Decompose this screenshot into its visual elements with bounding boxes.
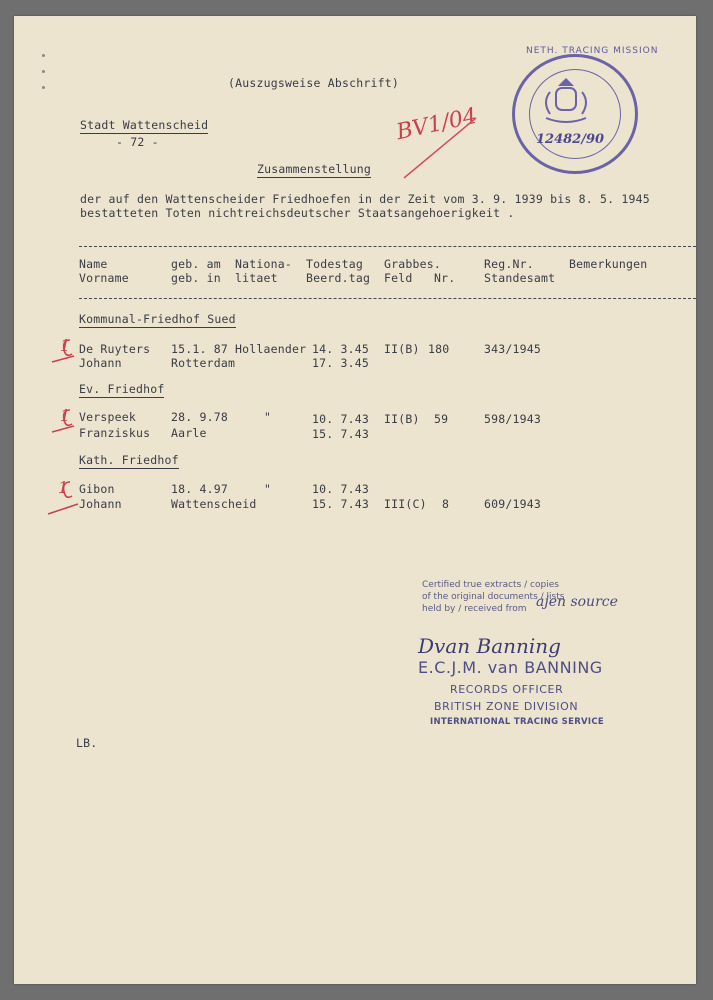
subtitle-line-2: bestatteten Toten nichtreichsdeutscher Staatsangehoerigkeit . [80, 206, 515, 220]
stamp-ring-text: NETH. TRACING MISSION [526, 46, 659, 56]
col-todestag: Todestag [306, 257, 363, 271]
red-check-icon [48, 406, 82, 436]
cell-geb-in: Rotterdam [171, 356, 236, 370]
cell-vorname: Johann [79, 497, 122, 511]
cell-regnr: 343/1945 [484, 342, 541, 356]
cell-name: De Ruyters [79, 342, 151, 356]
cell-name: Gibon [79, 482, 115, 496]
punch-mark [42, 86, 45, 89]
footer-initials: LB. [76, 736, 98, 750]
cert-line-1: Certified true extracts / copies [422, 580, 559, 590]
cell-feld: III(C) [384, 497, 427, 511]
officer-division: BRITISH ZONE DIVISION [434, 700, 579, 713]
cell-todestag: 10. 7.43 [312, 412, 369, 426]
punch-mark [42, 70, 45, 73]
cell-geb-am: 18. 4.97 [171, 482, 228, 496]
cell-beerdtag: 15. 7.43 [312, 427, 369, 441]
cell-regnr: 598/1943 [484, 412, 541, 426]
row-mark: 1 [60, 336, 71, 355]
cell-nr: 180 [428, 342, 450, 356]
col-bemerkungen: Bemerkungen [569, 257, 648, 271]
punch-mark [42, 54, 45, 57]
cell-name: Verspeek [79, 410, 136, 424]
cert-line-3: held by / received from [422, 604, 527, 614]
col-feld: Feld [384, 271, 413, 285]
officer-name: E.C.J.M. van BANNING [418, 658, 603, 677]
col-grabbes: Grabbes. [384, 257, 441, 271]
cell-nr: 59 [434, 412, 449, 426]
cell-geb-am: 15.1. 87 [171, 342, 228, 356]
cell-geb-in: Wattenscheid [171, 497, 257, 511]
cell-vorname: Johann [79, 356, 122, 370]
col-geb-am: geb. am [171, 257, 221, 271]
stamp-number: 12482/90 [536, 132, 605, 147]
handwritten-mark: BV1/04 [394, 103, 480, 146]
section-title: Kath. Friedhof [79, 453, 179, 467]
col-regnr: Reg.Nr. [484, 257, 534, 271]
handwritten-source: ajen source [536, 594, 618, 610]
table-top-rule [79, 246, 696, 247]
table-header-rule [79, 298, 696, 299]
city-name: Stadt Wattenscheid [80, 118, 209, 132]
col-vorname: Vorname [79, 271, 129, 285]
cell-vorname: Franziskus [79, 426, 151, 440]
cell-nationalitaet: " [264, 410, 272, 424]
col-standesamt: Standesamt [484, 271, 556, 285]
cell-feld: II(B) [384, 342, 420, 356]
cell-geb-in: Aarle [171, 426, 207, 440]
cell-beerdtag: 15. 7.43 [312, 497, 369, 511]
col-geb-in: geb. in [171, 271, 221, 285]
cell-nr: 8 [442, 497, 450, 511]
cert-line-2: of the original documents / lists [422, 592, 565, 602]
col-nr: Nr. [434, 271, 456, 285]
col-beerdtag: Beerd.tag [306, 271, 371, 285]
cell-todestag: 14. 3.45 [312, 342, 369, 356]
col-name: Name [79, 257, 108, 271]
page-number: - 72 - [116, 135, 159, 149]
cell-nationalitaet: Hollaender [235, 342, 307, 356]
cell-todestag: 10. 7.43 [312, 482, 369, 496]
section-title: Ev. Friedhof [79, 382, 165, 396]
row-mark: 1 [60, 406, 71, 425]
cell-feld: II(B) [384, 412, 420, 426]
officer-role: RECORDS OFFICER [450, 683, 564, 696]
red-check-icon [44, 478, 84, 518]
section-title: Kommunal-Friedhof Sued [79, 312, 236, 326]
red-check-icon [48, 336, 82, 366]
cell-geb-am: 28. 9.78 [171, 410, 228, 424]
col-nationalitaet: Nationa- [235, 257, 292, 271]
document-title: Zusammenstellung [257, 162, 371, 176]
cell-beerdtag: 17. 3.45 [312, 356, 369, 370]
officer-service: INTERNATIONAL TRACING SERVICE [430, 717, 605, 727]
row-mark: 1 [58, 478, 69, 497]
cell-nationalitaet: " [264, 482, 272, 496]
coat-of-arms-icon [536, 72, 596, 128]
header-note: (Auszugsweise Abschrift) [228, 76, 399, 90]
col-litaet: litaet [235, 271, 278, 285]
signature: Dvan Banning [418, 634, 561, 658]
red-slash-line [400, 112, 480, 182]
subtitle-line-1: der auf den Wattenscheider Friedhoefen in der Zeit vom 3. 9. 1939 bis 8. 5. 1945 [80, 192, 650, 206]
document-page [14, 16, 696, 984]
cell-regnr: 609/1943 [484, 497, 541, 511]
